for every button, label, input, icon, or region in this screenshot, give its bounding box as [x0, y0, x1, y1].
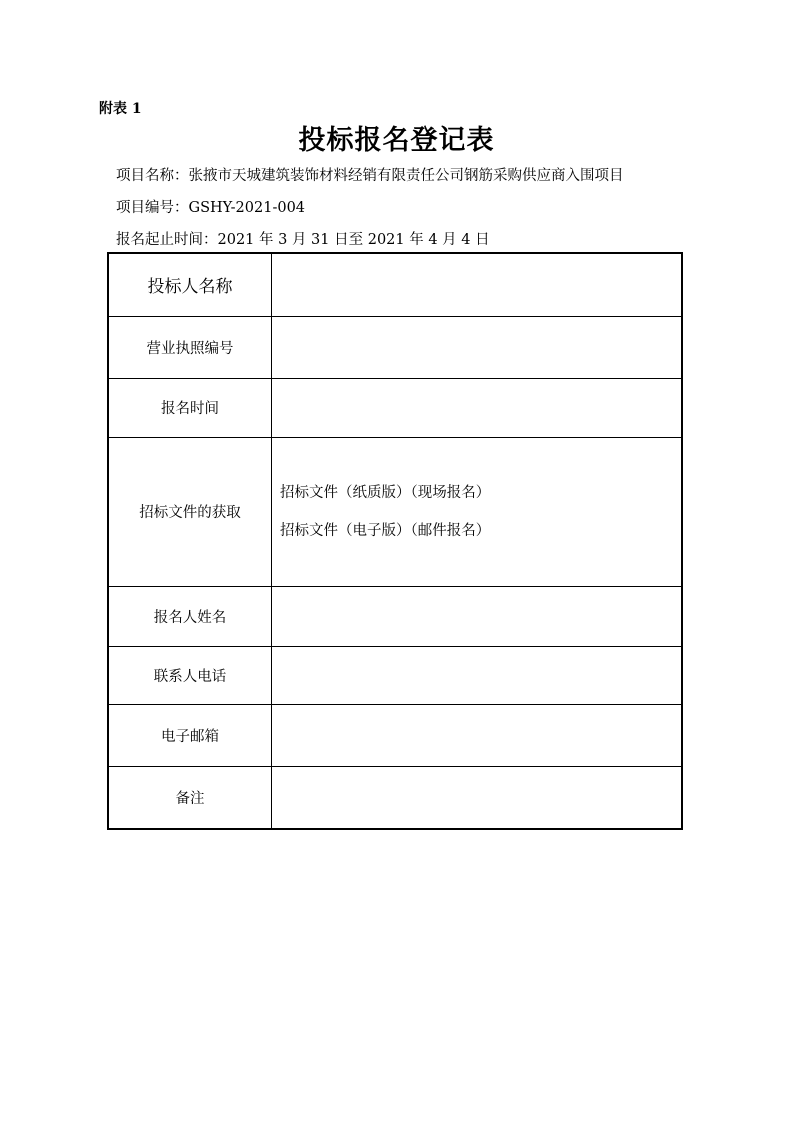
tender-doc-option-paper[interactable]: 招标文件（纸质版）（现场报名）: [280, 484, 491, 501]
registrant-name-label: 报名人姓名: [108, 586, 272, 646]
email-label: 电子邮箱: [108, 704, 272, 766]
remarks-label: 备注: [108, 766, 272, 829]
row-license-number: [108, 316, 682, 378]
tender-doc-label: 招标文件的获取: [108, 437, 272, 586]
row-registration-time: [108, 378, 682, 437]
attachment-label: 附表 1: [99, 101, 142, 117]
contact-phone-field[interactable]: [272, 646, 683, 704]
bidder-name-field[interactable]: [272, 253, 683, 316]
row-registrant-name: [108, 586, 682, 646]
bidder-name-label: 投标人名称: [108, 253, 272, 316]
registration-period-line: 报名起止时间：2021 年 3 月 31 日至 2021 年 4 月 4 日: [116, 232, 490, 248]
remarks-field[interactable]: [272, 766, 683, 829]
row-contact-phone: [108, 646, 682, 704]
form-title: 投标报名登记表: [298, 125, 495, 156]
email-field[interactable]: [272, 704, 683, 766]
registration-table: [107, 252, 683, 830]
row-bidder-name: [108, 253, 682, 316]
registration-time-label: 报名时间: [108, 378, 272, 437]
tender-doc-option-electronic[interactable]: 招标文件（电子版）（邮件报名）: [280, 522, 491, 539]
contact-phone-label: 联系人电话: [108, 646, 272, 704]
license-number-label: 营业执照编号: [108, 316, 272, 378]
project-number-line: 项目编号：GSHY-2021-004: [116, 200, 306, 216]
row-remarks: [108, 766, 682, 829]
row-email: [108, 704, 682, 766]
row-tender-doc: [108, 437, 682, 586]
tender-doc-options: [272, 437, 683, 586]
license-number-field[interactable]: [272, 316, 683, 378]
registrant-name-field[interactable]: [272, 586, 683, 646]
project-name-line: 项目名称：张掖市天城建筑装饰材料经销有限责任公司钢筋采购供应商入围项目: [116, 168, 624, 184]
registration-time-field[interactable]: [272, 378, 683, 437]
